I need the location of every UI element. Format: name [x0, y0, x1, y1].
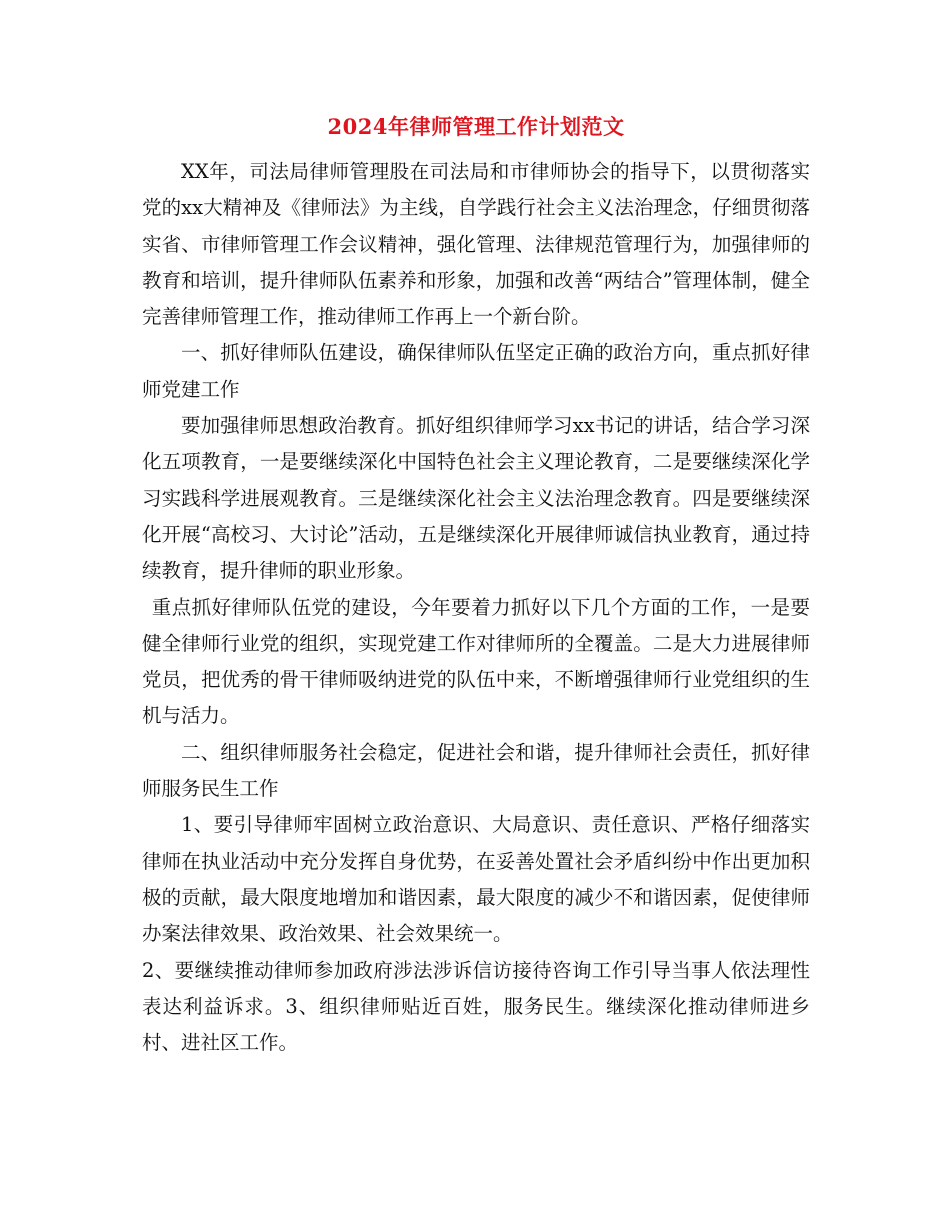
document-title: 2024年律师管理工作计划范文 [327, 114, 625, 139]
document-body [142, 154, 810, 1061]
paragraph-item-1: 1、要引导律师牢固树立政治意识、大局意识、责任意识、严格仔细落实律师在执业活动中充分发挥自身优势，在妥善处置社会矛盾纠纷中作出更加积极的贡献，最大限度地增加和谐因素，最大限度的减少不和谐因素，促使律师办案法律效果、政治效果、社会效果统一。 [142, 813, 810, 946]
paragraph-party-building: 重点抓好律师队伍党的建设，今年要着力抓好以下几个方面的工作，一是要健全律师行业党的组织，实现党建工作对律师所的全覆盖。二是大力进展律师党员，把优秀的骨干律师吸纳进党的队伍中来，不断增强律师行业党组织的生机与活力。 [142, 595, 810, 728]
section-heading-2: 二、组织律师服务社会稳定，促进社会和谐，提升律师社会责任，抓好律师服务民生工作 [142, 740, 810, 801]
paragraph-item-2-3: 2、要继续推动律师参加政府涉法涉诉信访接待咨询工作引导当事人依法理性表达利益诉求。3、组织律师贴近百姓，服务民生。继续深化推动律师进乡村、进社区工作。 [142, 958, 810, 1055]
paragraph-political-education: 要加强律师思想政治教育。抓好组织律师学习xx书记的讲话，结合学习深化五项教育，一是要继续深化中国特色社会主义理论教育，二是要继续深化学习实践科学进展观教育。三是继续深化社会主义法治理念教育。四是要继续深化开展“高校习、大讨论”活动，五是继续深化开展律师诚信执业教育，通过持续教育，提升律师的职业形象。 [142, 414, 810, 583]
section-heading-1: 一、抓好律师队伍建设，确保律师队伍坚定正确的政治方向，重点抓好律师党建工作 [142, 341, 810, 401]
paragraph-intro: XX年，司法局律师管理股在司法局和市律师协会的指导下，以贯彻落实党的xx大精神及《律师法》为主线，自学践行社会主义法治理念，仔细贯彻落实省、市律师管理工作会议精神，强化管理、法律规范管理行为，加强律师的教育和培训，提升律师队伍素养和形象，加强和改善“两结合”管理体制，健全完善律师管理工作，推动律师工作再上一个新台阶。 [142, 160, 810, 329]
